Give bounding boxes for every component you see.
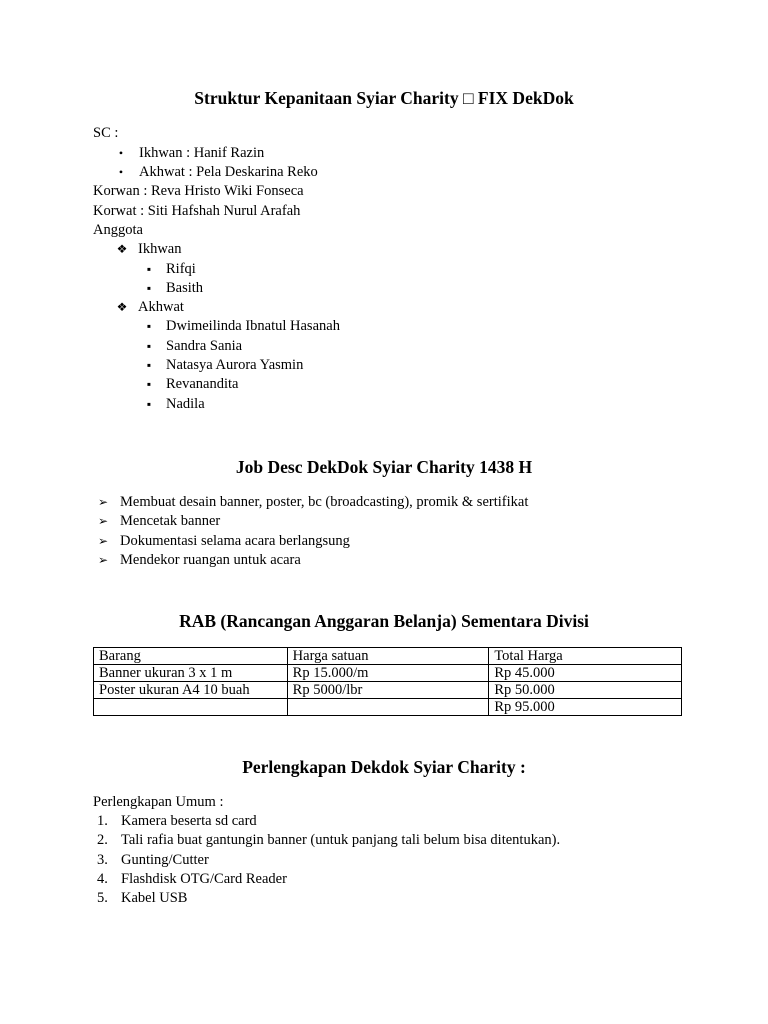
table-cell: Rp 45.000 [489, 665, 682, 682]
equipment-subtitle: Perlengkapan Umum : [93, 794, 224, 810]
table-row-total [94, 699, 682, 716]
rab-title: RAB (Rancangan Anggaran Belanja) Sementara Divisi [179, 611, 589, 631]
table-cell: Rp 5000/lbr [287, 682, 489, 699]
table-cell [94, 699, 288, 716]
korwan-line: Korwan : Reva Hristo Wiki Fonseca [93, 183, 304, 199]
anggota-label: Anggota [93, 222, 143, 238]
list-item: ▪ Dwimeilinda Ibnatul Hasanah [140, 317, 340, 336]
table-cell: Rp 50.000 [489, 682, 682, 699]
list-item [112, 144, 264, 163]
table-cell [287, 699, 489, 716]
list-item: ▪ Rifqi [140, 260, 196, 279]
square-icon: ▪ [146, 377, 152, 391]
list-item: ▪ Nadila [140, 395, 205, 414]
list-number: 2. [97, 832, 108, 848]
list-item [112, 163, 318, 182]
square-icon: ▪ [146, 339, 152, 353]
arrow-icon: ➢ [97, 514, 109, 528]
table-header-cell: Harga satuan [287, 648, 489, 665]
square-icon: ▪ [146, 397, 152, 411]
arrow-icon: ➢ [97, 553, 109, 567]
korwat-line: Korwat : Siti Hafshah Nurul Arafah [93, 203, 301, 219]
table-row [94, 665, 682, 682]
square-icon: ▪ [146, 281, 152, 295]
table-header-row [94, 648, 682, 665]
list-item: ➢ Dokumentasi selama acara berlangsung [94, 532, 350, 551]
table-row [94, 682, 682, 699]
table-header-cell: Barang [94, 648, 288, 665]
group-heading-ikhwan: ❖ Ikhwan [113, 240, 182, 259]
square-icon: ▪ [146, 358, 152, 372]
list-item: ▪ Sandra Sania [140, 337, 242, 356]
sc-item: Ikhwan : Hanif Razin [139, 145, 265, 161]
list-number: 3. [97, 852, 108, 868]
arrow-icon: ➢ [97, 495, 109, 509]
table-header-cell: Total Harga [489, 648, 682, 665]
square-icon: ▪ [146, 319, 152, 333]
sc-label: SC : [93, 125, 119, 141]
table-cell: Poster ukuran A4 10 buah [94, 682, 288, 699]
list-number: 4. [97, 871, 108, 887]
list-number: 1. [97, 813, 108, 829]
list-item: ▪ Natasya Aurora Yasmin [140, 356, 303, 375]
list-item: ➢ Membuat desain banner, poster, bc (broadcasting), promik & sertifikat [94, 493, 528, 512]
equipment-title: Perlengkapan Dekdok Syiar Charity : [242, 757, 526, 777]
list-item: 5. Kabel USB [97, 890, 188, 906]
table-cell: Rp 15.000/m [287, 665, 489, 682]
rab-table [93, 647, 682, 716]
jobdesc-title: Job Desc DekDok Syiar Charity 1438 H [235, 457, 533, 477]
square-icon: ▪ [146, 262, 152, 276]
diamond-icon: ❖ [116, 242, 128, 256]
arrow-icon: ➢ [97, 534, 109, 548]
list-number: 5. [97, 890, 108, 906]
list-item: ▪ Revanandita [140, 375, 238, 394]
group-heading-akhwat: ❖ Akhwat [113, 298, 184, 317]
structure-title: Struktur Kepanitaan Syiar Charity □ FIX DekDok [194, 88, 574, 108]
list-item: ▪ Basith [140, 279, 203, 298]
sc-item: Akhwat : Pela Deskarina Reko [139, 164, 318, 180]
list-item: 3. Gunting/Cutter [97, 852, 209, 868]
list-item: ➢ Mencetak banner [94, 512, 220, 531]
table-cell: Rp 95.000 [489, 699, 682, 716]
diamond-icon: ❖ [116, 300, 128, 314]
list-item: ➢ Mendekor ruangan untuk acara [94, 551, 301, 570]
bullet-icon: • [118, 146, 124, 160]
list-item: 2. Tali rafia buat gantungin banner (untuk panjang tali belum bisa ditentukan). [97, 832, 561, 848]
bullet-icon: • [118, 165, 124, 179]
list-item: 1. Kamera beserta sd card [97, 813, 257, 829]
list-item: 4. Flashdisk OTG/Card Reader [97, 871, 287, 887]
table-cell: Banner ukuran 3 x 1 m [94, 665, 288, 682]
